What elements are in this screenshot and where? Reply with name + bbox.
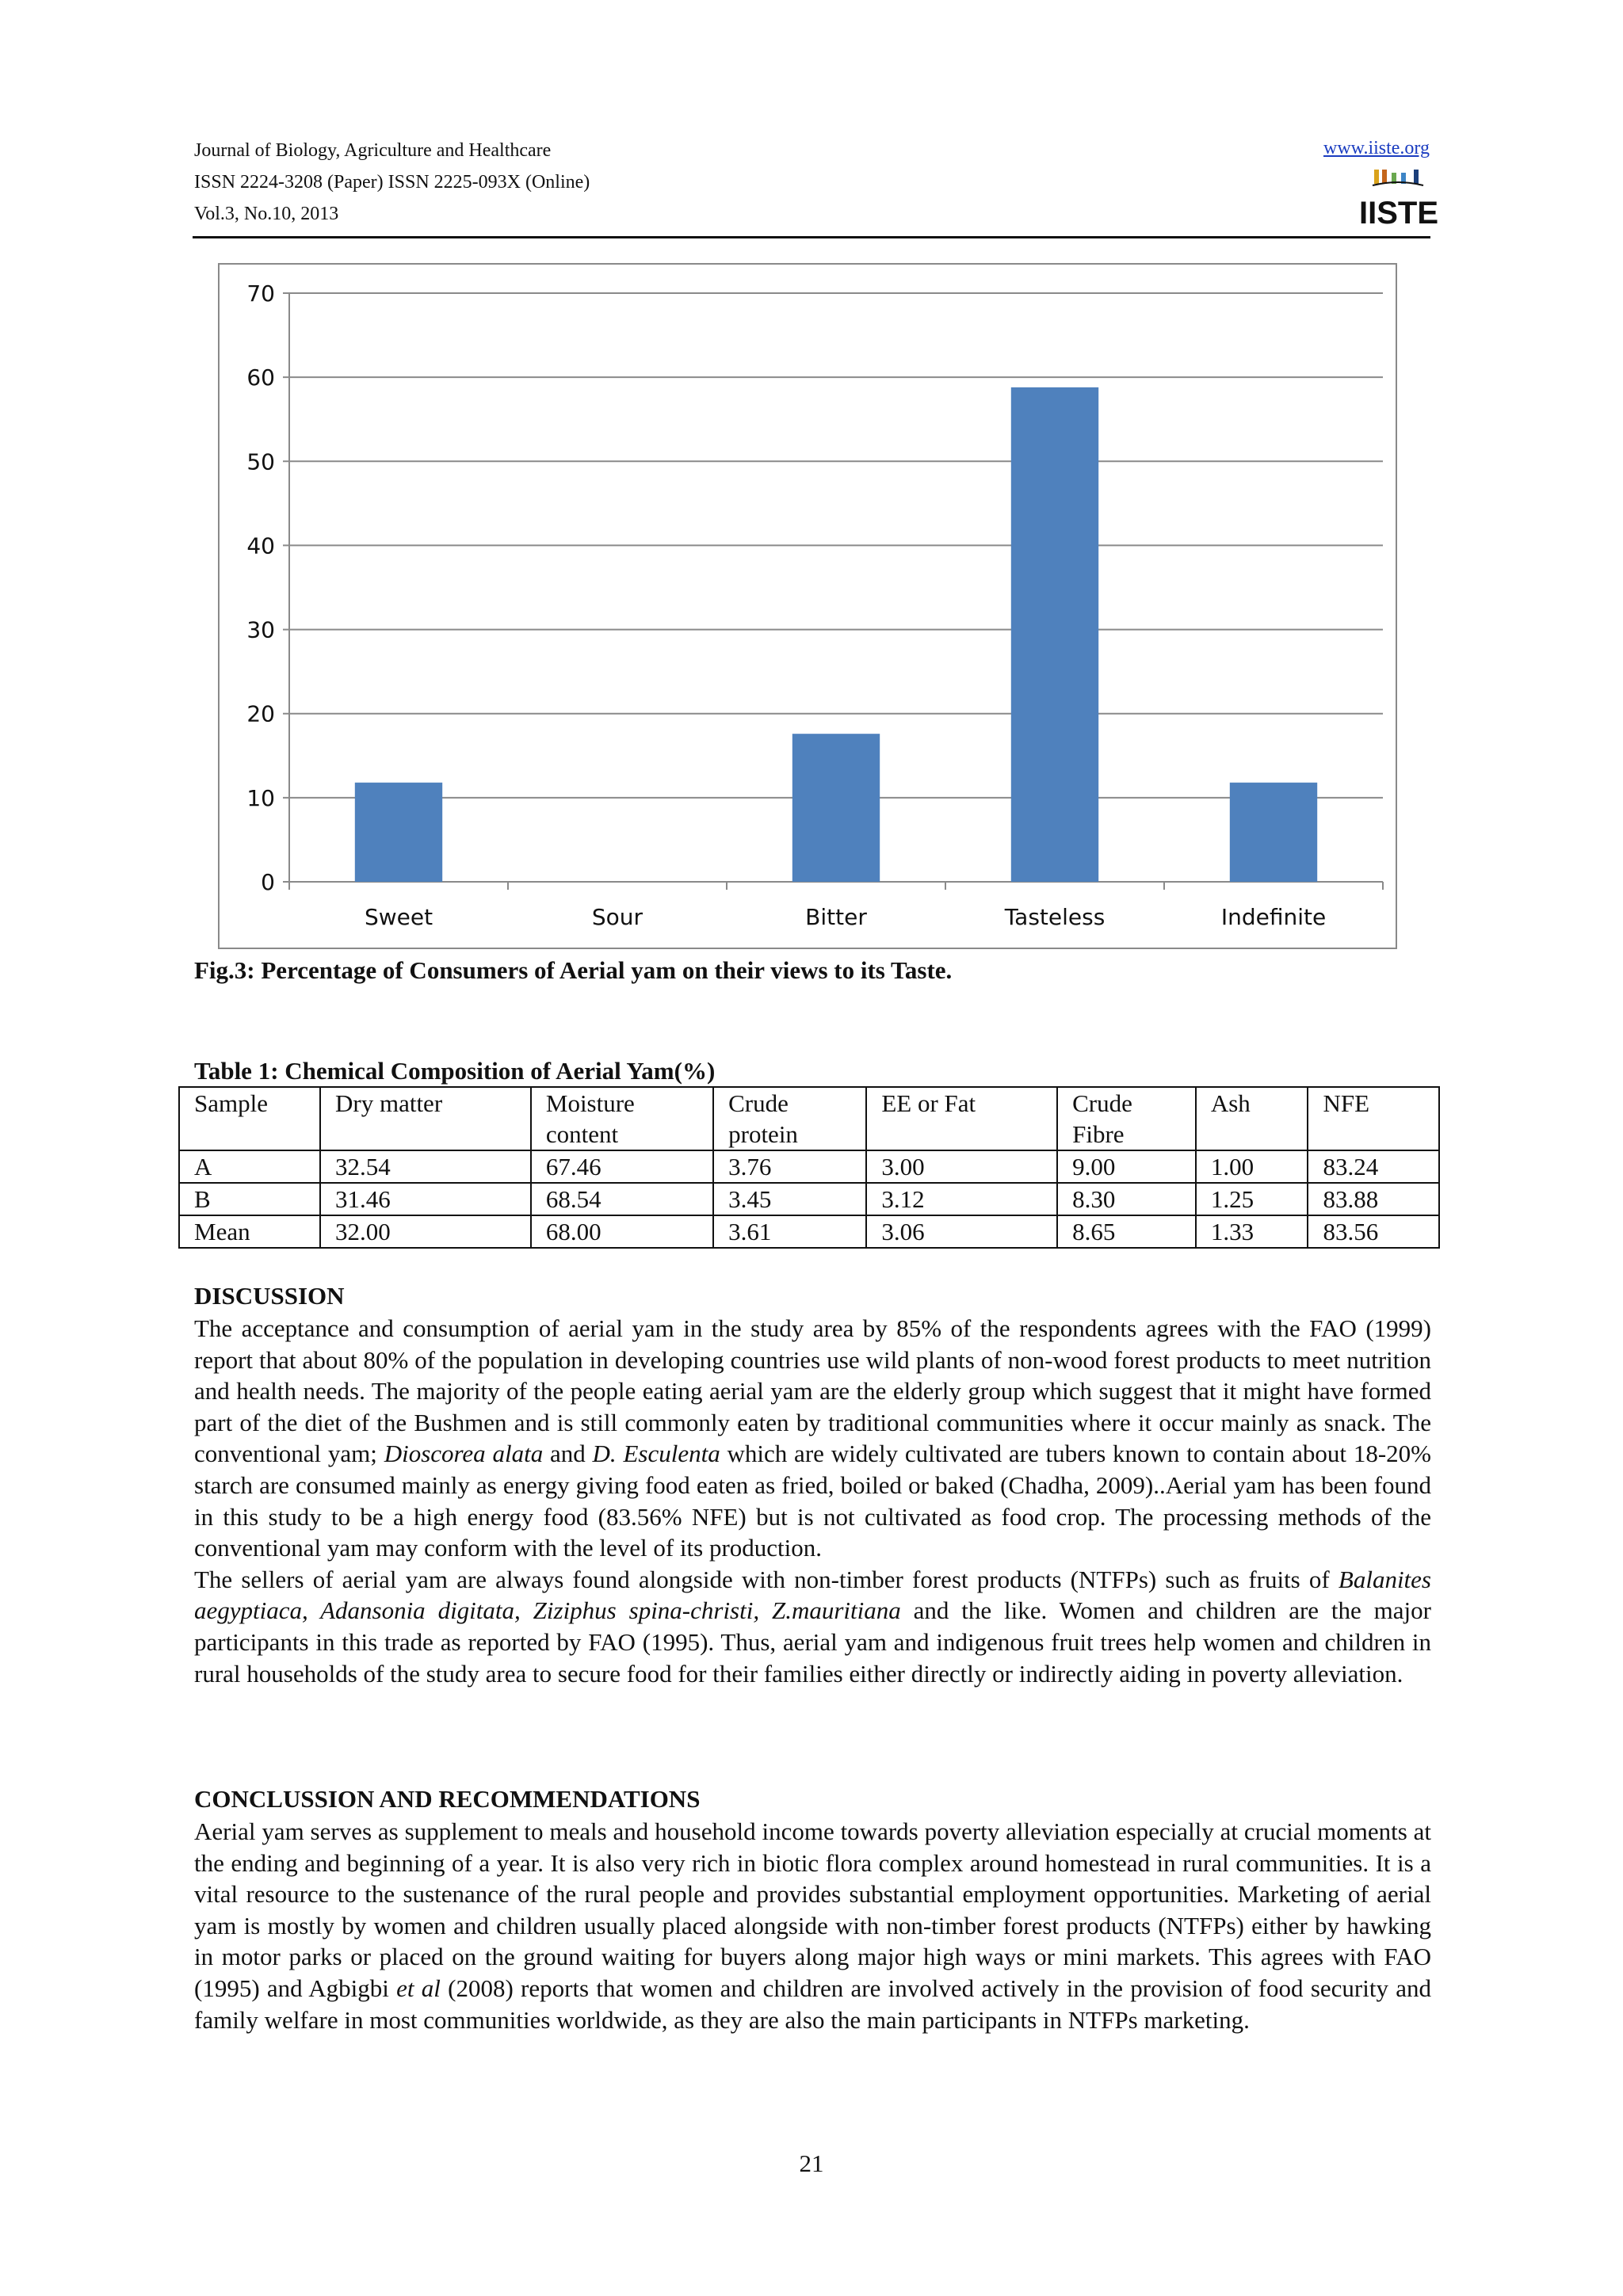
- text: The acceptance and consumption of aerial yam in the study area by 85% of the respondents agrees with the FAO (1999) report that about 80% of the population in developing countries use wild plants of non-wood forest products to meet nutrition and health needs. The majority of the people eating aerial yam are the elderly group which suggest that it might have formed part of the diet of the Bushmen and is still commonly eaten by traditional communities where it occur mainly as snack. The conventional yam;: [194, 1314, 1431, 1468]
- table-cell: 68.00: [531, 1215, 713, 1248]
- table-cell: 9.00: [1057, 1150, 1196, 1183]
- table-cell: 83.56: [1308, 1215, 1439, 1248]
- svg-text:IISTE: IISTE: [1358, 196, 1439, 231]
- table-cell: 1.25: [1196, 1183, 1308, 1215]
- conclusion-body: [194, 1816, 1431, 2035]
- table-cell: 3.45: [713, 1183, 866, 1215]
- y-tick-label: 0: [261, 869, 275, 895]
- journal-name: Journal of Biology, Agriculture and Healthcare: [194, 140, 552, 161]
- text: (2008) reports that women and children are involved actively in the provision of food security and family welfare in most communities worldwide, as they are also the main participants in NTFPs marketing.: [194, 1974, 1431, 2034]
- composition-table: [178, 1086, 1440, 1249]
- column-header: [866, 1087, 1057, 1150]
- table-cell: 3.61: [713, 1215, 866, 1248]
- table-cell: 8.30: [1057, 1183, 1196, 1215]
- y-tick-label: 20: [246, 700, 275, 727]
- y-tick-label: 60: [246, 364, 275, 391]
- bar-tasteless: [1011, 387, 1098, 882]
- table-cell: 3.76: [713, 1150, 866, 1183]
- y-tick-label: 40: [246, 532, 275, 559]
- y-tick-label: 70: [246, 280, 275, 307]
- header-line: NFE: [1323, 1089, 1370, 1117]
- header-line: protein: [728, 1120, 798, 1148]
- column-header: [1308, 1087, 1439, 1150]
- text: and: [543, 1440, 593, 1468]
- text: Aerial yam serves as supplement to meals and household income towards poverty alleviation especially at crucial moments at the ending and beginning of a year. It is also very rich in biotic flora complex around homestead in rural communities. It is a vital resource to the sustenance of the rural people and provides substantial employment opportunities. Marketing of aerial yam is mostly by women and children usually placed alongside with non-timber forest products (NTFPs) either by hawking in motor parks or placed on the ground waiting for buyers along major high ways or mini markets. This agrees with FAO (1995) and Agbigbi: [194, 1817, 1431, 2002]
- y-tick-label: 10: [246, 784, 275, 811]
- table-row: [179, 1150, 1439, 1183]
- header-line: Ash: [1210, 1089, 1251, 1117]
- table-row: [179, 1183, 1439, 1215]
- page-number: 21: [799, 2149, 824, 2177]
- italic-text: et al: [396, 1974, 441, 2002]
- paragraph: [194, 1564, 1431, 1689]
- column-header: [1196, 1087, 1308, 1150]
- table-cell: 32.54: [320, 1150, 531, 1183]
- header-line: content: [545, 1120, 619, 1148]
- table-title: Table 1: Chemical Composition of Aerial Yam(%): [194, 1057, 716, 1085]
- discussion-body: [194, 1313, 1431, 1689]
- table-header-row: [179, 1087, 1439, 1150]
- table-cell: 3.06: [866, 1215, 1057, 1248]
- table-cell: 67.46: [531, 1150, 713, 1183]
- table-cell: 68.54: [531, 1183, 713, 1215]
- journal-url-link[interactable]: www.iiste.org: [1323, 138, 1430, 158]
- italic-text: Balanites aegyptiaca, Adansonia digitata, Ziziphus spina-christi, Z.mauritiana: [194, 1565, 1431, 1625]
- volume: Vol.3, No.10, 2013: [194, 204, 339, 224]
- table-cell: 3.00: [866, 1150, 1057, 1183]
- text: The sellers of aerial yam are always found alongside with non-timber forest products (NTFPs) such as fruits of: [194, 1565, 1338, 1593]
- paragraph: [194, 1313, 1431, 1564]
- column-header: [179, 1087, 320, 1150]
- header-line: Sample: [194, 1089, 268, 1117]
- bar-sweet: [355, 783, 442, 882]
- figure-caption: Fig.3: Percentage of Consumers of Aerial yam on their views to its Taste.: [194, 956, 953, 984]
- discussion-heading: DISCUSSION: [194, 1282, 345, 1310]
- header-line: Crude: [1072, 1089, 1132, 1117]
- column-header: [320, 1087, 531, 1150]
- header-line: Dry matter: [335, 1089, 443, 1117]
- text: and the like. Women and children are the major participants in this trade as reported by FAO (1995). Thus, aerial yam and indigenous fruit trees help women and children in rural households of the study area to secure food for their families either directly or indirectly aiding in poverty alleviation.: [194, 1596, 1431, 1688]
- conclusion-heading: CONCLUSSION AND RECOMMENDATIONS: [194, 1785, 701, 1813]
- table-cell: A: [179, 1150, 320, 1183]
- header-line: Crude: [728, 1089, 789, 1117]
- y-tick-label: 30: [246, 616, 275, 643]
- table-cell: 83.24: [1308, 1150, 1439, 1183]
- italic-text: Dioscorea alata: [384, 1440, 544, 1468]
- iiste-logo: [1358, 168, 1439, 231]
- issn: ISSN 2224-3208 (Paper) ISSN 2225-093X (Online): [194, 172, 590, 193]
- paragraph: [194, 1816, 1431, 2035]
- table-cell: 3.12: [866, 1183, 1057, 1215]
- bar-chart: [218, 263, 1397, 949]
- x-tick-label: Tasteless: [1004, 904, 1106, 930]
- text: which are widely cultivated are tubers known to contain about 18-20% starch are consumed mainly as energy giving food eaten as fried, boiled or baked (Chadha, 2009)..Aerial yam has been found in this study to be a high energy food (83.56% NFE) but is not cultivated as food crop. The processing methods of the conventional yam may conform with the level of its production.: [194, 1440, 1431, 1562]
- column-header: [1057, 1087, 1196, 1150]
- x-tick-label: Sweet: [364, 904, 433, 930]
- column-header: [713, 1087, 866, 1150]
- table-cell: 1.33: [1196, 1215, 1308, 1248]
- y-tick-label: 50: [246, 448, 275, 475]
- table-cell: 8.65: [1057, 1215, 1196, 1248]
- table-cell: 1.00: [1196, 1150, 1308, 1183]
- table-cell: 83.88: [1308, 1183, 1439, 1215]
- table-cell: 31.46: [320, 1183, 531, 1215]
- bar-indefinite: [1230, 783, 1317, 882]
- x-tick-label: Sour: [591, 904, 643, 930]
- header-line: EE or Fat: [881, 1089, 976, 1117]
- x-tick-label: Indefinite: [1220, 904, 1327, 930]
- x-tick-label: Bitter: [805, 904, 867, 930]
- column-header: [531, 1087, 713, 1150]
- table-cell: B: [179, 1183, 320, 1215]
- table-row: [179, 1215, 1439, 1248]
- italic-text: D. Esculenta: [592, 1440, 720, 1468]
- table-cell: 32.00: [320, 1215, 531, 1248]
- header-line: Moisture: [545, 1089, 635, 1117]
- header-rule: [193, 236, 1430, 238]
- header-line: Fibre: [1072, 1120, 1125, 1148]
- table-cell: Mean: [179, 1215, 320, 1248]
- bar-bitter: [792, 734, 880, 882]
